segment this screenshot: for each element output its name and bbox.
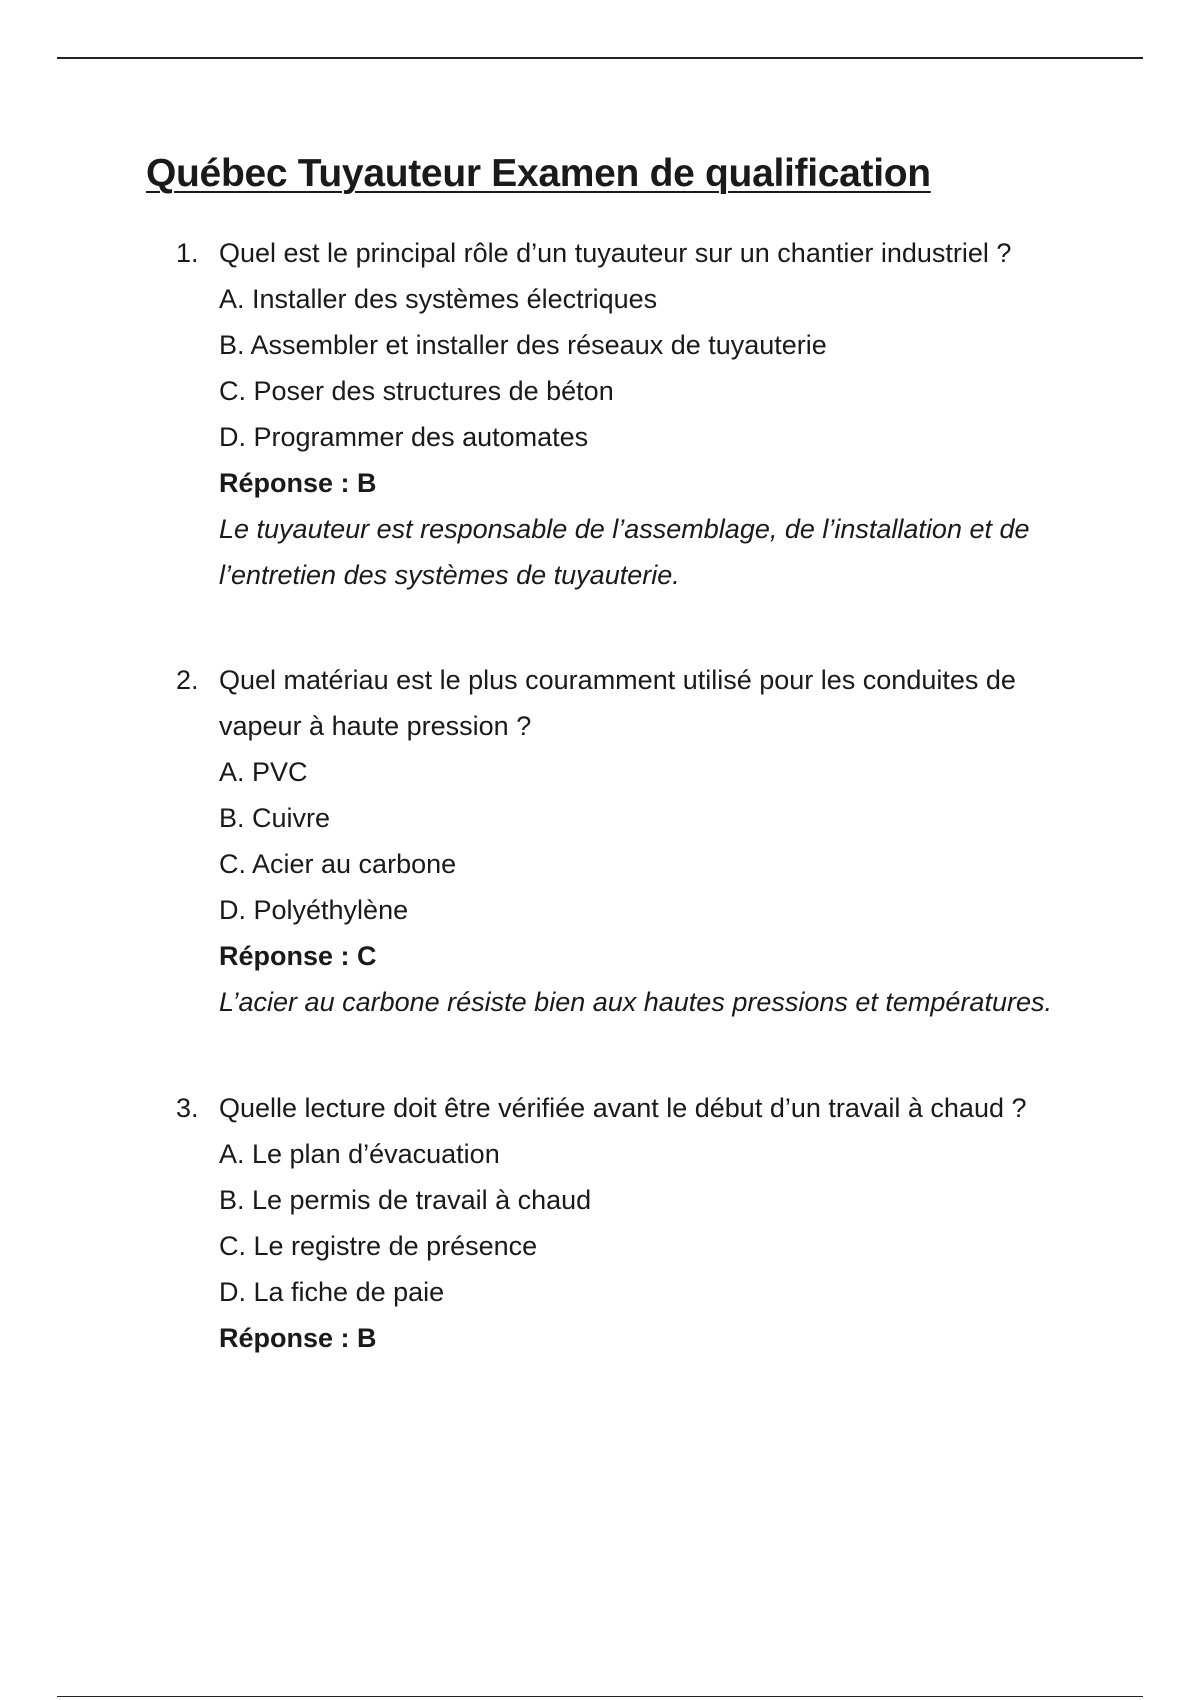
question-1-options bbox=[176, 276, 1096, 460]
question-1-option-b: B. Assembler et installer des réseaux de tuyauterie bbox=[219, 330, 827, 360]
question-2-options bbox=[176, 749, 1096, 933]
question-2-answer: Réponse : C bbox=[219, 941, 377, 971]
question-3-option-a: A. Le plan d’évacuation bbox=[219, 1139, 500, 1169]
question-1-option-d: D. Programmer des automates bbox=[219, 422, 589, 452]
question-1-prompt bbox=[176, 230, 1096, 276]
question-2-option-a: A. PVC bbox=[219, 757, 308, 787]
question-2-prompt bbox=[176, 657, 1096, 749]
question-1-text: Quel est le principal rôle d’un tuyauteur sur un chantier industriel ? bbox=[219, 238, 1012, 268]
question-2-option-b: B. Cuivre bbox=[219, 803, 331, 833]
question-2-text: Quel matériau est le plus couramment utilisé pour les conduites de vapeur à haute pression ? bbox=[219, 665, 1016, 741]
question-3-option-b: B. Le permis de travail à chaud bbox=[219, 1185, 592, 1215]
question-2-number: 2. bbox=[176, 665, 199, 695]
question-1-number: 1. bbox=[176, 238, 199, 268]
bottom-rule bbox=[57, 1696, 1143, 1697]
question-1-explanation: Le tuyauteur est responsable de l’assemblage, de l’installation et de l’entretien des systèmes de tuyauterie. bbox=[219, 514, 1030, 590]
question-2-explanation: L’acier au carbone résiste bien aux hautes pressions et températures. bbox=[219, 987, 1052, 1017]
question-3-answer: Réponse : B bbox=[219, 1323, 377, 1353]
question-1-answer: Réponse : B bbox=[219, 468, 377, 498]
question-3-text: Quelle lecture doit être vérifiée avant le début d’un travail à chaud ? bbox=[219, 1093, 1027, 1123]
question-3 bbox=[176, 1085, 1096, 1361]
question-1-option-a: A. Installer des systèmes électriques bbox=[219, 284, 658, 314]
question-2-option-d: D. Polyéthylène bbox=[219, 895, 409, 925]
question-3-number: 3. bbox=[176, 1093, 199, 1123]
question-2 bbox=[176, 657, 1096, 1025]
question-1-option-c: C. Poser des structures de béton bbox=[219, 376, 614, 406]
question-1 bbox=[176, 230, 1096, 598]
question-3-option-c: C. Le registre de présence bbox=[219, 1231, 538, 1261]
question-3-prompt bbox=[176, 1085, 1096, 1131]
question-2-option-c: C. Acier au carbone bbox=[219, 849, 457, 879]
question-3-options bbox=[176, 1131, 1096, 1315]
page-title: Québec Tuyauteur Examen de qualification bbox=[146, 152, 931, 195]
top-rule bbox=[57, 57, 1143, 59]
question-3-option-d: D. La fiche de paie bbox=[219, 1277, 445, 1307]
